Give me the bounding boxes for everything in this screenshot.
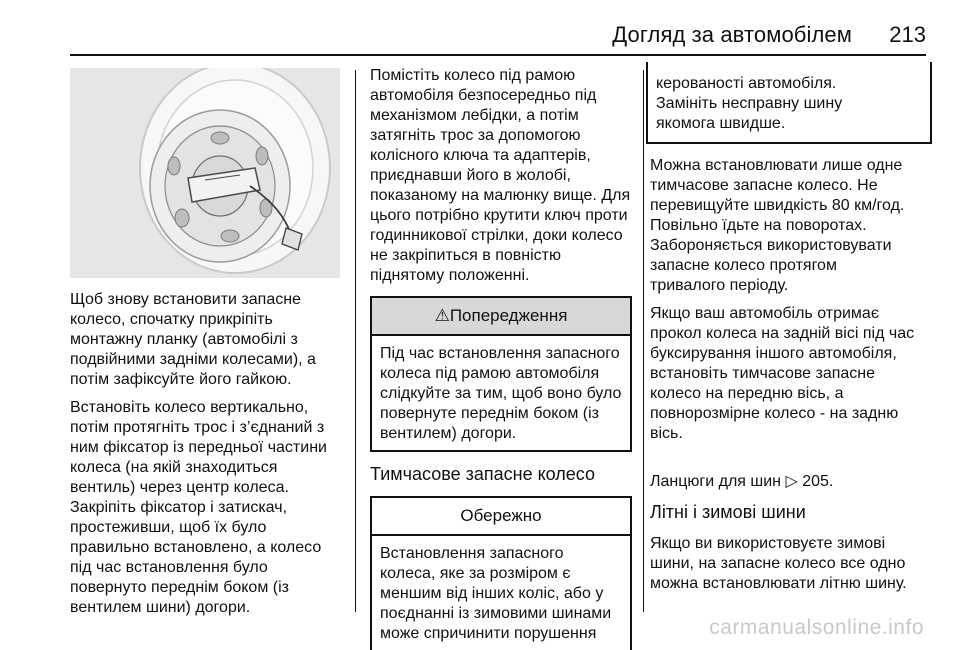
column-divider-1 (355, 70, 356, 612)
warning-title: Попередження (449, 306, 568, 325)
caution-header: Обережно (372, 498, 630, 536)
warning-box (370, 296, 632, 452)
caution-text: Встановлення запасного колеса, яке за розміром є меншим від інших коліс, або у поєднанні із зимовими шинами може спричинити порушення (380, 545, 612, 642)
paragraph: Якщо ваш автомобіль отримає прокол колеса на задній вісі під час буксирування іншого автомобіля, встановіть тимчасове запасне колесо на передню вісь, а повнорозмірне колесо - на задню вісь. (650, 305, 915, 442)
paragraph: Якщо ви використовуєте зимові шини, на запасне колесо все одно можна встановлювати літню шину. (650, 535, 907, 592)
header-rule (70, 54, 926, 56)
page-reference-link[interactable]: 205. (802, 473, 834, 490)
paragraph (650, 452, 926, 492)
header-title: Догляд за автомобілем (612, 22, 852, 47)
section-heading: Тимчасове запасне колесо (370, 464, 595, 484)
column-3 (650, 62, 926, 602)
section-heading: Літні і зимові шини (650, 502, 806, 522)
column-2 (370, 66, 632, 650)
paragraph: Щоб знову встановити запасне колесо, спочатку прикріпіть монтажну планку (автомобілі з подвійними задніми колесами), а потім зафіксуйте його гайкою. (70, 291, 316, 388)
warning-header (372, 298, 630, 336)
reference-text: Ланцюги для шин (650, 473, 786, 490)
warning-text: Під час встановлення запасного колеса під рамою автомобіля слідкуйте за тим, щоб воно було повернуте переднім боком (із вентилем) догори. (380, 345, 622, 442)
warning-icon: ⚠ (434, 306, 450, 325)
wheel-illustration (70, 68, 340, 278)
paragraph: Встановіть колесо вертикально, потім протягніть трос і з’єднаний з ним фіксатор із передньої частини колеса (на якій знаходиться вентиль) через центр колеса. Закріпіть фіксатор і затискач, простеживши, щоб їх було правильно встановлено, а колесо під час встановлення було повернуто переднім боком (із вентилем шини) догори. (70, 399, 327, 616)
paragraph: Можна встановлювати лише одне тимчасове запасне колесо. Не перевищуйте швидкість 80 км/год. Повільно їдьте на поворотах. Забороняється використовувати запасне колесо протягом тривалого періоду. (650, 157, 905, 294)
watermark: carmanualsonline.info (709, 616, 924, 639)
caution-continued: керованості автомобіля. Замініть несправну шину якомога швидше. (646, 62, 932, 144)
column-1 (70, 290, 345, 626)
caution-box (370, 496, 632, 650)
paragraph: Помістіть колесо під рамою автомобіля безпосередньо під механізмом лебідки, а потім затягніть трос за допомогою колісного ключа та адаптерів, приєднавши його в жолобі, показаному на малюнку вище. Для цього потрібно крутити ключ проти годинникової стрілки, доки колесо не закріпиться в повністю піднятому положенні. (370, 67, 631, 284)
page-number: 213 (889, 22, 926, 47)
page-ref-arrow-icon: ▷ (785, 473, 803, 490)
column-divider-2 (643, 70, 644, 612)
